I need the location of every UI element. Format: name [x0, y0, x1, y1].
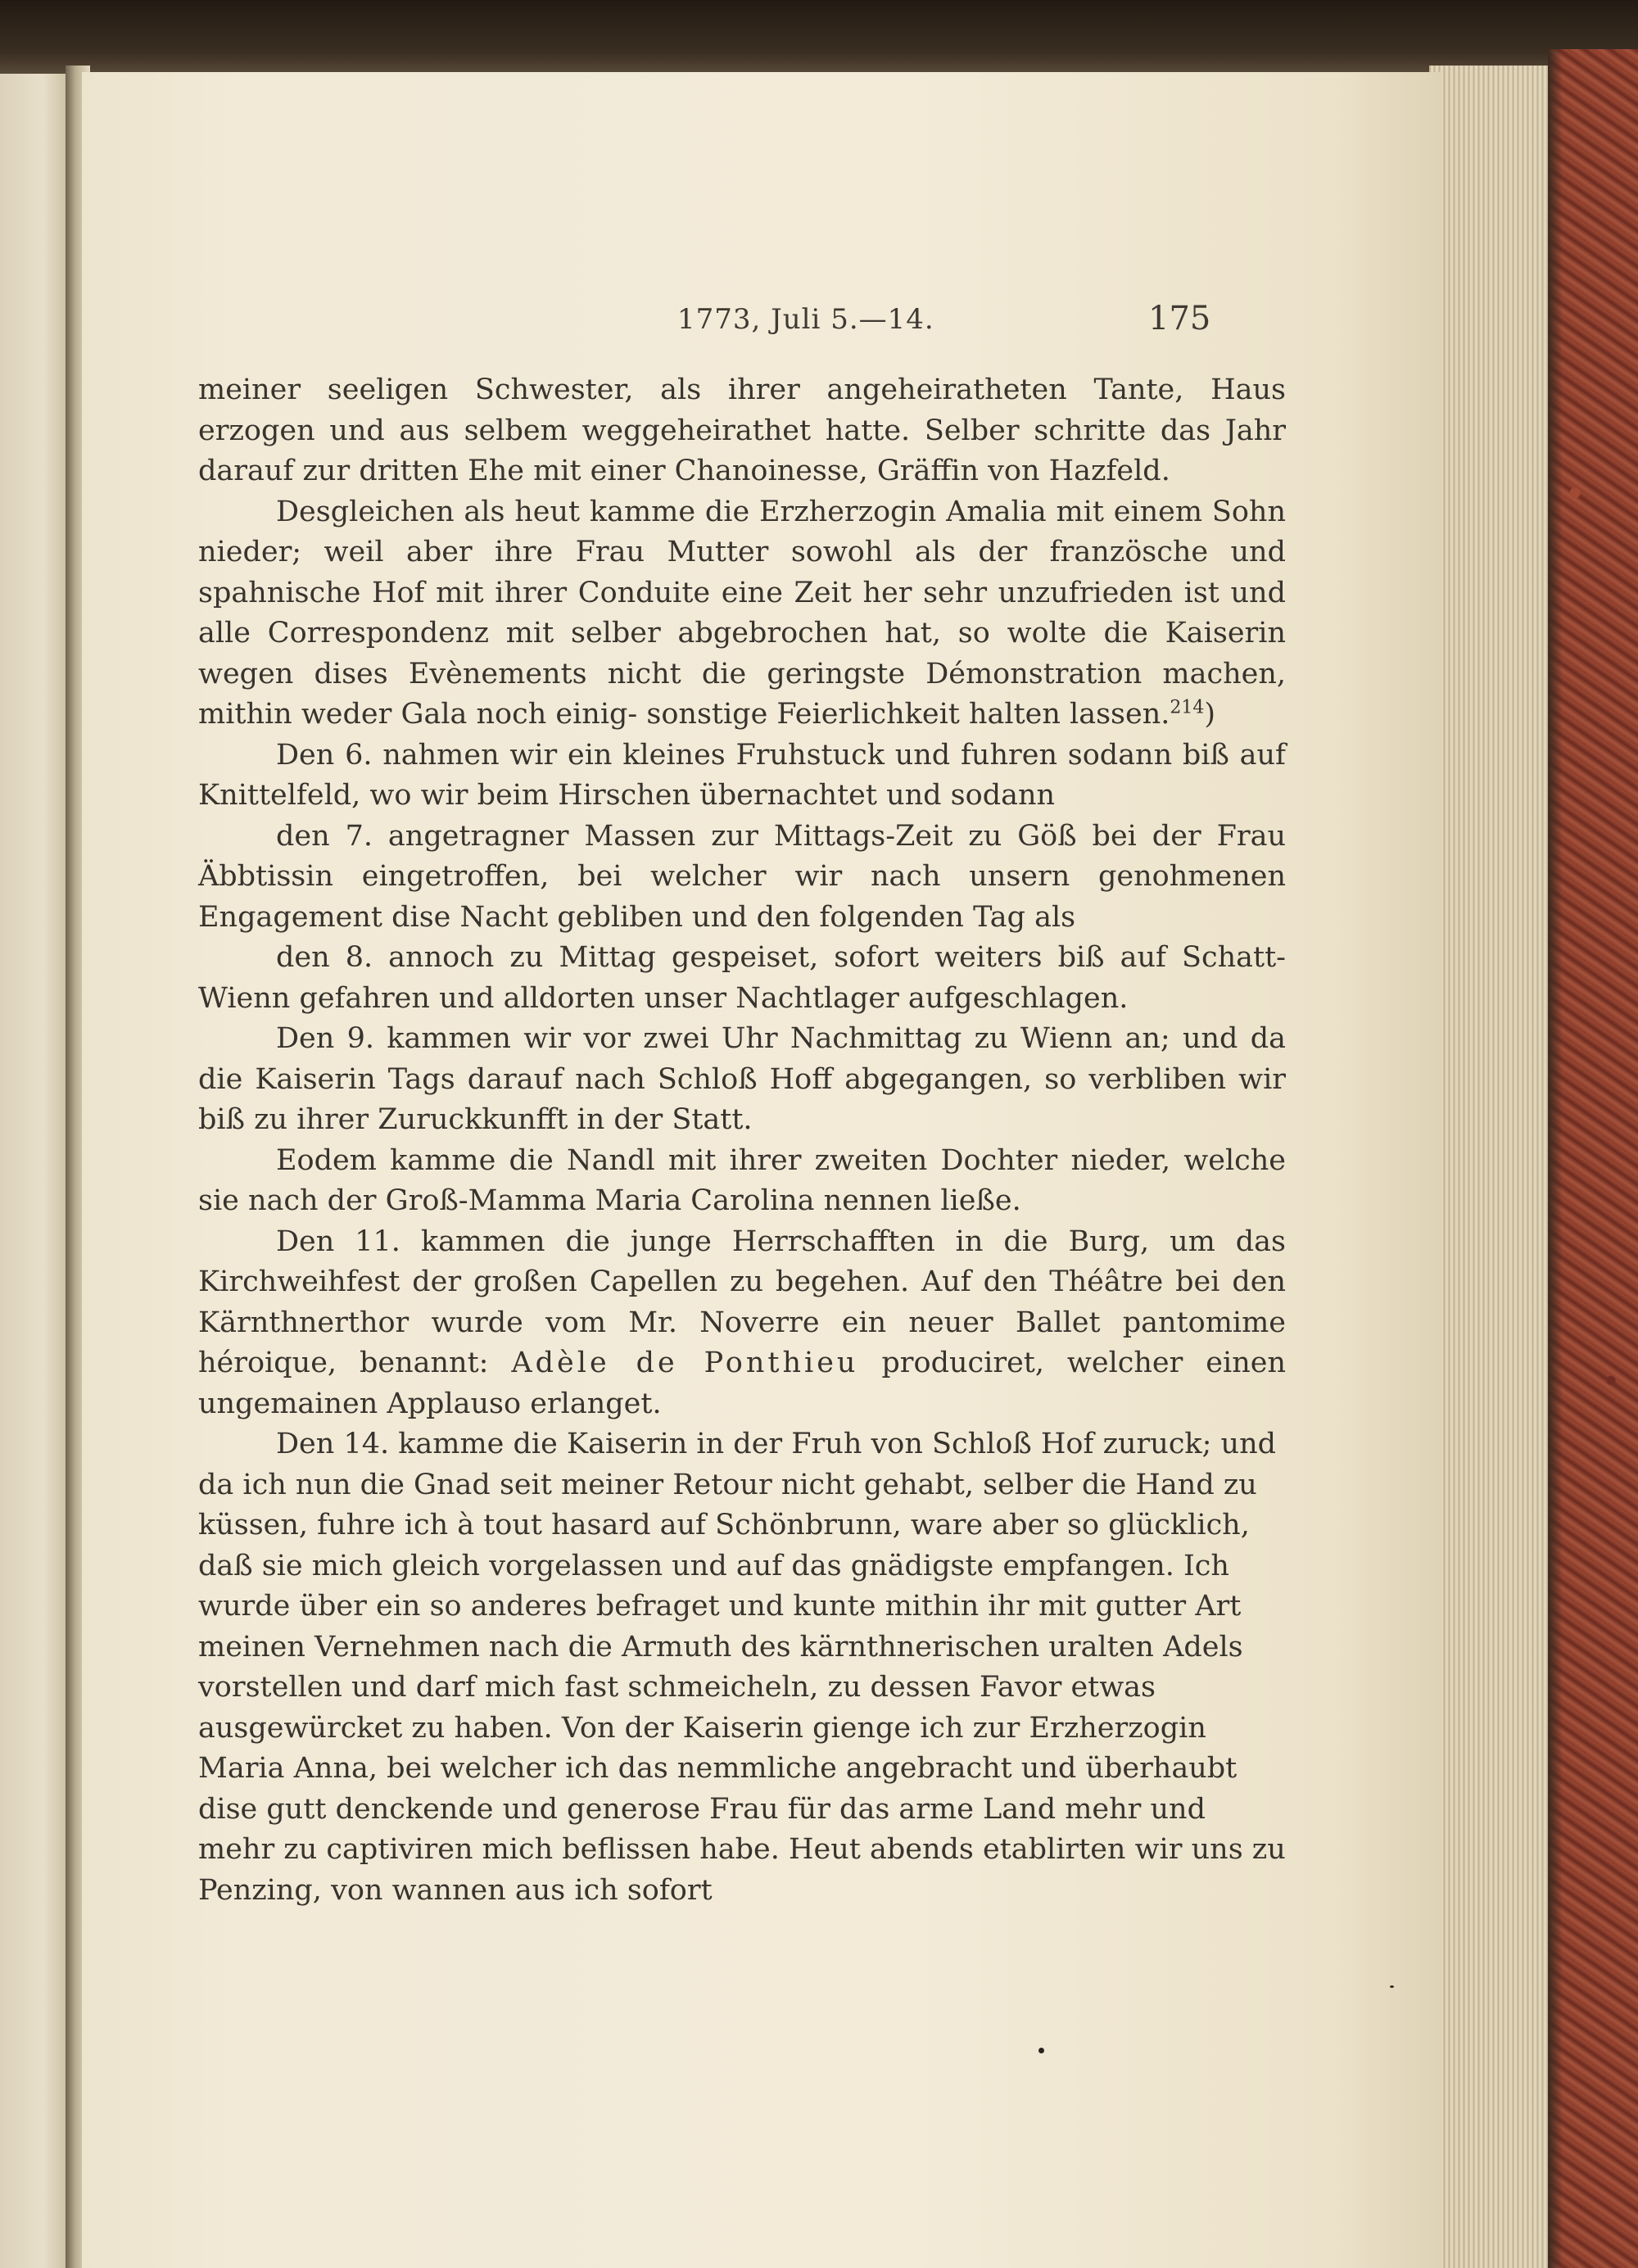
footnote-marker: 214 [1170, 697, 1205, 718]
running-head: 1773, Juli 5.—14. [677, 303, 934, 336]
footnote-bracket: ) [1204, 698, 1216, 731]
paragraph-text: Desgleichen als heut kamme die Erzherzogin Amalia mit einem Sohn nieder; weil aber ihre Frau Mutter sowohl als der französche und spahnische Hof mit ihrer Conduite eine Zeit her sehr unzufrieden ist und alle Correspondenz mit selber abgebrochen hat, so wolte die Kaiserin wegen dises Evènements nicht die geringste Démonstration machen, mithin weder Gala noch einig- sonstige Feierlichkeit halten lassen. [198, 495, 1286, 731]
paper-speck [1390, 1985, 1394, 1988]
paragraph: Den 6. nahmen wir ein kleines Fruhstuck und fuhren sodann biß auf Knittelfeld, wo wir beim Hirschen übernachtet und sodann [198, 738, 1286, 812]
book-page [82, 72, 1441, 2268]
paragraph: meiner seeligen Schwester, als ihrer angeheiratheten Tante, Haus erzogen und aus selbem weggeheirathet hatte. Selber schritte das Jahr darauf zur dritten Ehe mit einer Chanoinesse, Gräffin von Hazfeld. [198, 373, 1286, 487]
paragraph-text: produciret, welcher einen ungemainen Applauso erlanget. [198, 1347, 1286, 1420]
page-header [82, 300, 1441, 352]
paragraph: den 8. annoch zu Mittag gespeiset, sofort weiters biß auf Schatt-Wienn gefahren und alldorten unser Nachtlager aufgeschlagen. [198, 941, 1286, 1015]
page-number: 175 [1148, 300, 1211, 337]
paragraph: Den 9. kammen wir vor zwei Uhr Nachmittag zu Wienn an; und da die Kaiserin Tags darauf nach Schloß Hoff abgegangen, so verbliben wir biß zu ihrer Zuruckkunfft in der Statt. [198, 1022, 1286, 1136]
page-stack-edge [1429, 66, 1554, 2268]
paragraph [198, 1222, 1286, 1425]
body-text [198, 370, 1286, 1911]
paper-speck [1038, 2048, 1044, 2053]
paragraph [198, 492, 1286, 736]
paragraph: Den 14. kamme die Kaiserin in der Fruh von Schloß Hof zuruck; und da ich nun die Gnad seit meiner Retour nicht gehabt, selber die Hand zu küssen, fuhre ich à tout hasard auf Schönbrunn, ware aber so glücklich, daß sie mich gleich vorgelassen und auf das gnädigste empfangen. Ich wurde über ein so anderes befraget und kunte mithin ihr mit gutter Art meinen Vernehmen nach die Armuth des kärnthnerischen uralten Adels vorstellen und darf mich fast schmeicheln, zu dessen Favor etwas ausgewürcket zu haben. Von der Kaiserin gienge ich zur Erzherzogin Maria Anna, bei welcher ich das nemmliche angebracht und überhaubt dise gutt denckende und generose Frau für das arme Land mehr und mehr zu captiviren mich beflissen habe. Heut abends etablirten wir uns zu Penzing, von wannen aus ich sofort [198, 1428, 1286, 1907]
facing-page-edge [0, 74, 72, 2268]
paragraph-text: Den 11. kammen die junge Herrschafften in die Burg, um das Kirchweihfest der großen Capellen zu begehen. Auf den Théâtre bei den Kärnthnerthor wurde vom Mr. Noverre ein neuer Ballet pantomime héroique, benannt: [198, 1225, 1286, 1379]
ballet-title: Adèle de Ponthieu [511, 1347, 859, 1379]
paragraph: den 7. angetragner Massen zur Mittags-Zeit zu Göß bei der Frau Äbbtissin eingetroffen, bei welcher wir nach unsern genohmenen Engagement dise Nacht gebliben und den folgenden Tag als [198, 819, 1286, 934]
background-shadow [0, 0, 1638, 75]
paragraph: Eodem kamme die Nandl mit ihrer zweiten Dochter nieder, welche sie nach der Groß-Mamma Maria Carolina nennen ließe. [198, 1143, 1286, 1217]
marbled-cover-edge [1548, 49, 1638, 2268]
